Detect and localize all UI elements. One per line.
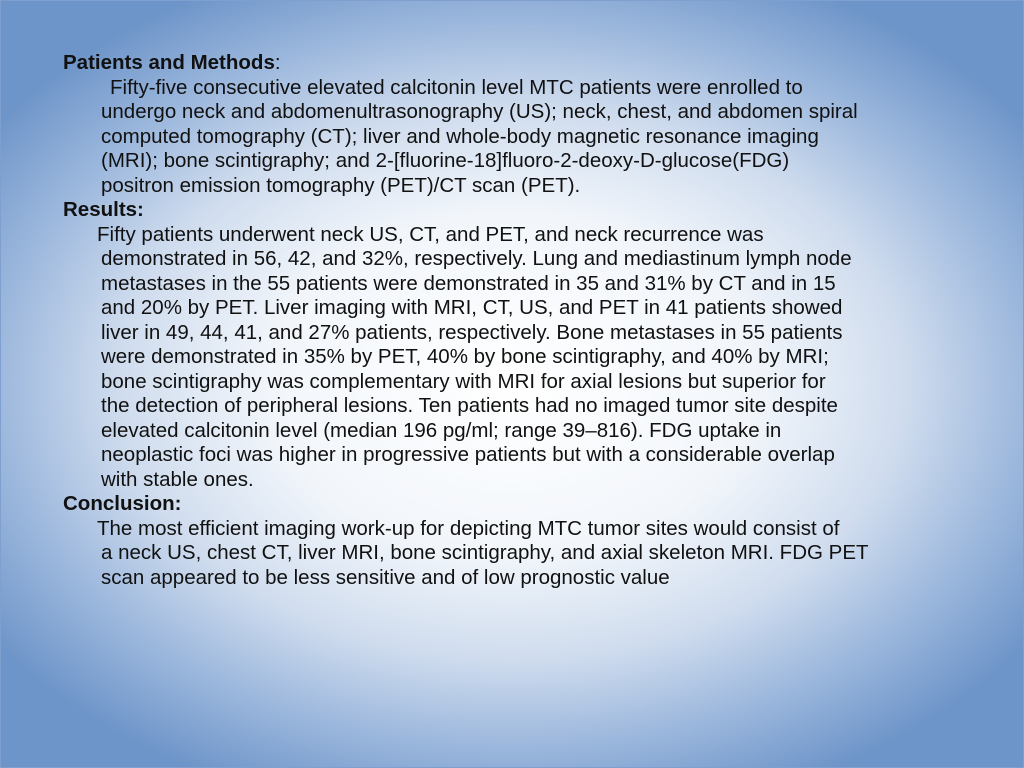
results-line: liver in 49, 44, 41, and 27% patients, respectively. Bone metastases in 55 patients	[101, 320, 843, 344]
results-line: bone scintigraphy was complementary with MRI for axial lesions but superior for	[101, 369, 826, 393]
results-line: and 20% by PET. Liver imaging with MRI, CT, US, and PET in 41 patients showed	[101, 296, 843, 319]
methods-paragraph	[63, 76, 968, 199]
methods-line: Fifty-five consecutive elevated calcitonin level MTC patients were enrolled to	[110, 75, 803, 99]
results-line: were demonstrated in 35% by PET, 40% by bone scintigraphy, and 40% by MRI;	[101, 345, 829, 368]
results-line: demonstrated in 56, 42, and 32%, respectively. Lung and mediastinum lymph node	[101, 247, 852, 270]
results-line: neoplastic foci was higher in progressive patients but with a considerable overlap	[101, 443, 835, 466]
methods-line: (MRI); bone scintigraphy; and 2-[fluorine-18]fluoro-2-deoxy-D-glucose(FDG)	[101, 149, 790, 172]
methods-heading	[63, 51, 968, 76]
results-line: elevated calcitonin level (median 196 pg/ml; range 39–816). FDG uptake in	[101, 418, 782, 442]
conclusion-line: a neck US, chest CT, liver MRI, bone scintigraphy, and axial skeleton MRI. FDG PET	[101, 541, 869, 564]
slide-content	[63, 51, 968, 590]
conclusion-line: scan appeared to be less sensitive and of low prognostic value	[101, 565, 670, 589]
conclusion-heading: Conclusion:	[63, 492, 182, 515]
methods-heading-colon: :	[274, 51, 281, 74]
results-paragraph	[63, 223, 968, 493]
methods-line: computed tomography (CT); liver and whole-body magnetic resonance imaging	[101, 124, 819, 148]
results-line: the detection of peripheral lesions. Ten patients had no imaged tumor site despite	[101, 394, 838, 417]
results-line: with stable ones.	[101, 467, 254, 491]
conclusion-paragraph	[63, 517, 968, 591]
results-line: Fifty patients underwent neck US, CT, and PET, and neck recurrence was	[97, 222, 764, 246]
methods-heading-text: Patients and Methods	[63, 51, 275, 74]
methods-line: positron emission tomography (PET)/CT scan (PET).	[101, 173, 581, 197]
conclusion-line: The most efficient imaging work-up for depicting MTC tumor sites would consist of	[97, 516, 840, 540]
methods-line: undergo neck and abdomenultrasonography (US); neck, chest, and abdomen spiral	[101, 100, 858, 123]
results-line: metastases in the 55 patients were demonstrated in 35 and 31% by CT and in 15	[101, 271, 836, 295]
results-heading: Results:	[63, 198, 144, 221]
